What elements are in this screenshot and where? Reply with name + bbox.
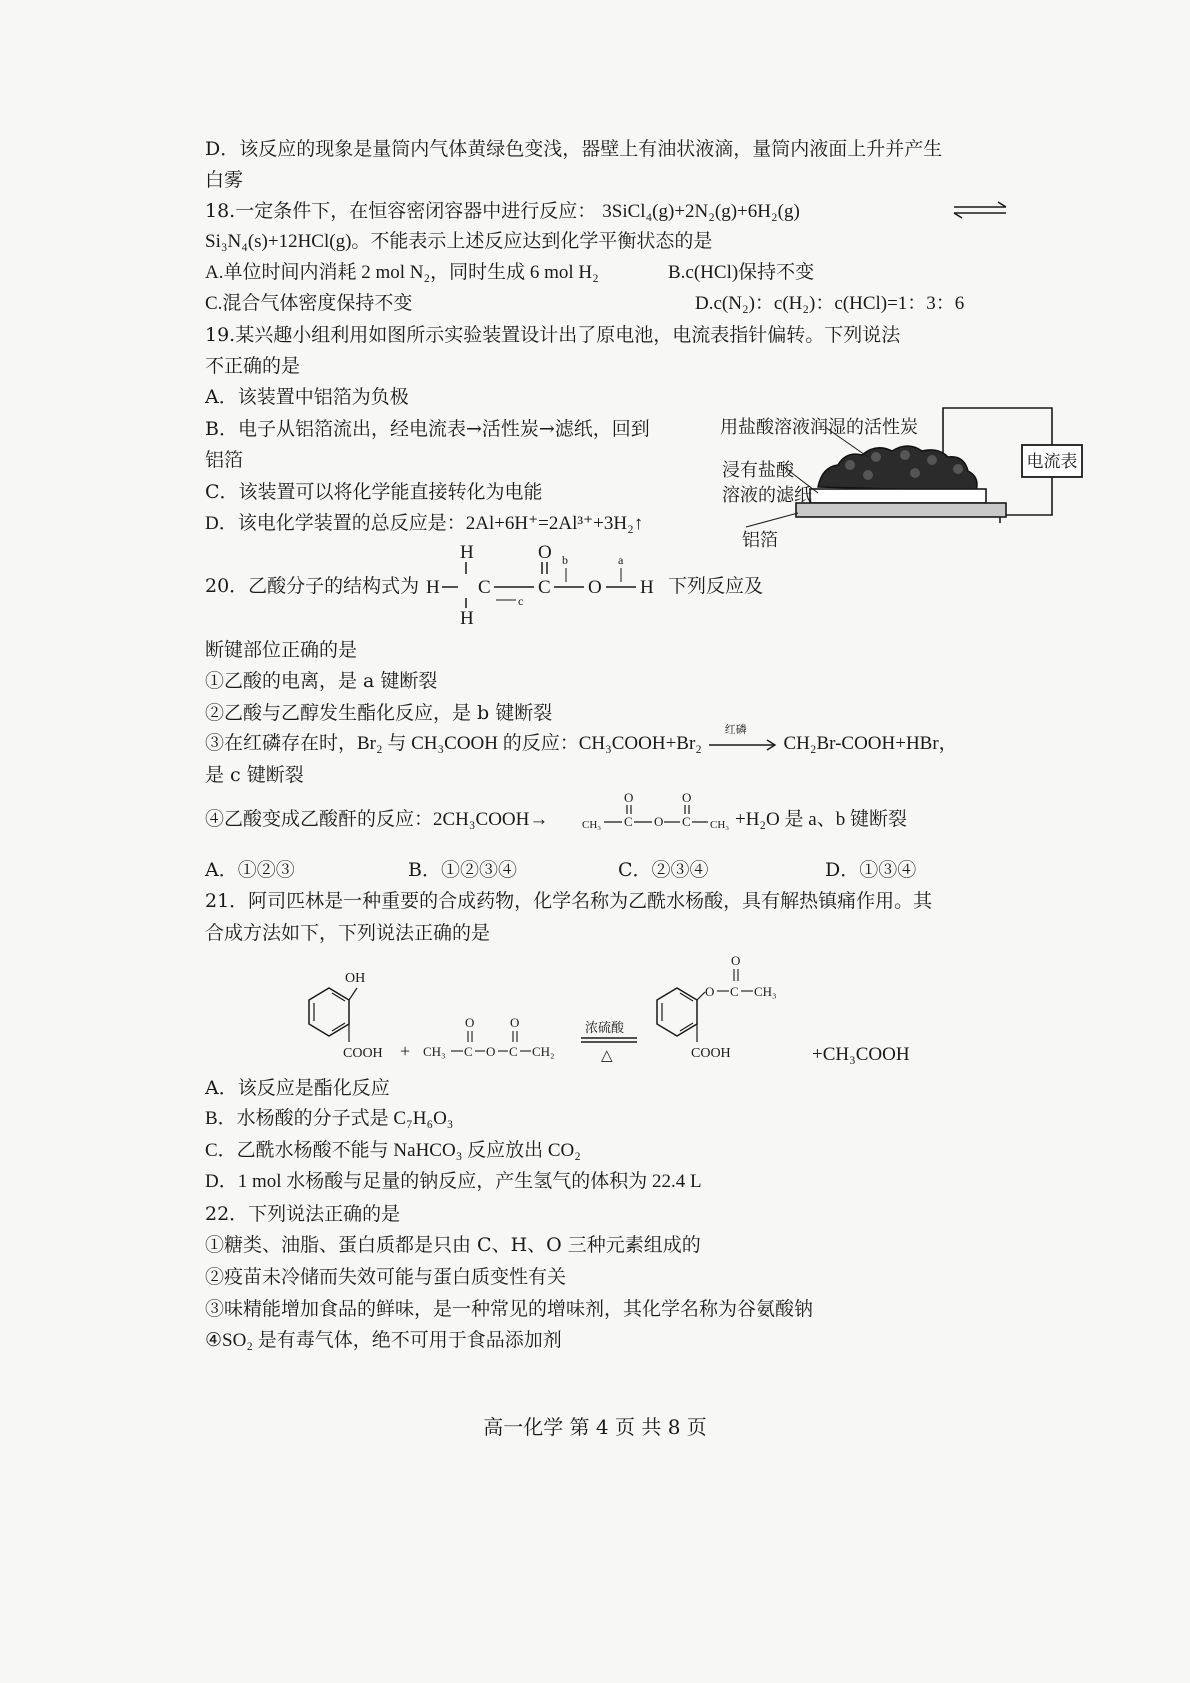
q18-option-a: A.单位时间内消耗 2 mol N₂，同时生成 6 mol H₂	[205, 262, 599, 283]
q21-byproduct: +CH₃COOH	[812, 1044, 910, 1065]
reagent-o-bridge: O	[486, 1044, 496, 1059]
q19-option-d: D．该电化学装置的总反应是：2Al+6H⁺=2Al³⁺+3H₂↑	[205, 513, 644, 534]
aspirin-ch3: CH₃	[754, 984, 777, 999]
q17-option-d: D．该反应的现象是量筒内气体黄绿色变浅，器壁上有油状液滴，量筒内液面上升并产生	[205, 138, 943, 160]
red-phosphorus-label: 红磷	[724, 723, 747, 736]
q20-item-3-text: ③在红磷存在时，Br₂ 与 CH₃COOH 的反应：CH₃COOH+Br₂	[205, 733, 702, 754]
aspirin-structure	[657, 953, 777, 1061]
ammeter-label: 电流表	[1026, 452, 1078, 471]
atom-c-methyl: C	[478, 577, 491, 598]
catalyst-label: 浓硫酸	[585, 1020, 625, 1035]
diagram-label-paper-2: 溶液的滤纸	[722, 485, 812, 506]
atom-o-carbonyl: O	[538, 542, 552, 563]
q19-option-a: A．该装置中铝箔为负极	[205, 386, 409, 408]
q21-stem-cont: 合成方法如下，下列说法正确的是	[205, 922, 491, 944]
bond-label-a: a	[618, 553, 624, 567]
atom-c-2: C	[682, 814, 691, 829]
atom-o-1: O	[624, 790, 634, 805]
q20-item-4-end: +H₂O 是 a、b 键断裂	[735, 809, 907, 830]
plus-sign-1: +	[400, 1041, 411, 1061]
q20-item-4-start: ④乙酸变成乙酸酐的反应：2CH₃COOH→	[205, 809, 549, 830]
q20-item-2: ②乙酸与乙醇发生酯化反应，是 b 键断裂	[205, 702, 553, 724]
aspirin-cooh: COOH	[691, 1046, 731, 1061]
equilibrium-arrow-icon	[952, 200, 1010, 220]
q18-option-d: D.c(N₂)：c(H₂)：c(HCl)=1：3：6	[695, 293, 965, 314]
q20-stem-cont: 断键部位正确的是	[205, 639, 358, 661]
atom-h-acid: H	[640, 577, 654, 598]
q20-option-b: B．①②③④	[408, 859, 517, 881]
salicylic-acid-structure	[309, 971, 383, 1061]
q20-item-1: ①乙酸的电离，是 a 键断裂	[205, 670, 438, 692]
bond-label-c: c	[518, 594, 524, 608]
q22-item-2: ②疫苗未冷储而失效可能与蛋白质变性有关	[205, 1266, 567, 1288]
reagent-ch3: CH₃	[423, 1044, 446, 1059]
atom-c-1: C	[624, 814, 633, 829]
q21-option-a: A．该反应是酯化反应	[205, 1077, 390, 1099]
q21-option-d: D．1 mol 水杨酸与足量的钠反应，产生氢气的体积为 22.4 L	[205, 1171, 702, 1192]
acetic-anhydride-reagent	[423, 1015, 555, 1059]
salicylic-cooh: COOH	[343, 1046, 383, 1061]
q22-item-1: ①糖类、油脂、蛋白质都是只由 C、H、O 三种元素组成的	[205, 1234, 701, 1256]
q19-option-c: C．该装置可以将化学能直接转化为电能	[205, 481, 543, 503]
acetic-anhydride-structure	[582, 790, 732, 840]
q20-item-3	[205, 723, 958, 757]
q22-item-4: ④SO₂ 是有毒气体，绝不可用于食品添加剂	[205, 1330, 562, 1351]
q19-option-b: B．电子从铝箔流出，经电流表→活性炭→滤纸，回到	[205, 418, 650, 440]
atom-h-left: H	[426, 577, 440, 598]
aspirin-o-acyl: O	[731, 953, 741, 968]
q20-option-c: C．②③④	[618, 859, 709, 881]
q18-option-c: C.混合气体密度保持不变	[205, 293, 413, 314]
q20-item-3-product: CH₂Br-COOH+HBr，	[783, 733, 958, 754]
q18-option-b: B.c(HCl)保持不变	[668, 262, 815, 283]
group-ch3-left: CH₃	[582, 819, 602, 831]
q19-stem-cont: 不正确的是	[205, 355, 301, 377]
salicylic-oh: OH	[345, 971, 366, 986]
diagram-label-carbon: 用盐酸溶液润湿的活性炭	[720, 417, 918, 438]
q18-stem	[205, 198, 800, 225]
heat-symbol: △	[601, 1048, 613, 1064]
aluminium-foil	[796, 503, 1006, 517]
q22-item-3: ③味精能增加食品的鲜味，是一种常见的增味剂，其化学名称为谷氨酸钠	[205, 1298, 814, 1320]
q17-option-d-cont: 白雾	[205, 169, 244, 191]
bond-label-b: b	[562, 553, 568, 567]
atom-h-bottom: H	[460, 608, 474, 629]
reagent-ch2: CH₂	[532, 1044, 555, 1059]
q21-option-c: C．乙酰水杨酸不能与 NaHCO₃ 反应放出 CO₂	[205, 1140, 581, 1161]
aspirin-o-ester: O	[705, 984, 715, 999]
q22-stem: 22．下列说法正确的是	[205, 1203, 401, 1225]
q20-item-3-cont: 是 c 键断裂	[205, 764, 304, 786]
atom-h-top: H	[460, 542, 474, 563]
q20-option-d: D．①③④	[825, 859, 917, 881]
q21-option-b: B．水杨酸的分子式是 C₇H₆O₃	[205, 1108, 454, 1129]
diagram-label-paper-1: 浸有盐酸	[722, 460, 794, 481]
q18-stem-cont: Si₃N₄(s)+12HCl(g)。不能表示上述反应达到化学平衡状态的是	[205, 231, 713, 252]
page-footer: 高一化学 第 4 页 共 8 页	[483, 1415, 707, 1439]
filter-paper	[810, 489, 986, 503]
atom-o-bridge: O	[654, 814, 664, 829]
q19-stem: 19.某兴趣小组利用如图所示实验装置设计出了原电池，电流表指针偏转。下列说法	[205, 324, 901, 346]
q18-stem-text: 18.一定条件下，在恒容密闭容器中进行反应：	[205, 200, 597, 222]
atom-c-carbonyl: C	[538, 577, 551, 598]
q20-stem-end: 下列反应及	[668, 575, 764, 597]
q20-stem-start: 20．乙酸分子的结构式为	[205, 575, 420, 597]
red-phosphorus-arrow	[707, 723, 779, 755]
q18-equation-left: 3SiCl₄(g)+2N₂(g)+6H₂(g)	[602, 201, 800, 222]
q20-option-a: A．①②③	[205, 859, 295, 881]
q21-stem: 21．阿司匹林是一种重要的合成药物，化学名称为乙酰水杨酸，具有解热镇痛作用。其	[205, 890, 933, 912]
reagent-o1: O	[465, 1015, 475, 1030]
reagent-c1: C	[464, 1044, 473, 1059]
aspirin-c-acyl: C	[730, 984, 739, 999]
atom-o-2: O	[682, 790, 692, 805]
reagent-c2: C	[509, 1044, 518, 1059]
q19-option-b-cont: 铝箔	[205, 449, 244, 471]
reaction-arrow-icon	[707, 735, 779, 755]
reagent-o2: O	[510, 1015, 520, 1030]
diagram-label-foil: 铝箔	[742, 530, 778, 551]
atom-o-hydroxyl: O	[588, 577, 602, 598]
group-ch3-right: CH₃	[710, 819, 730, 831]
